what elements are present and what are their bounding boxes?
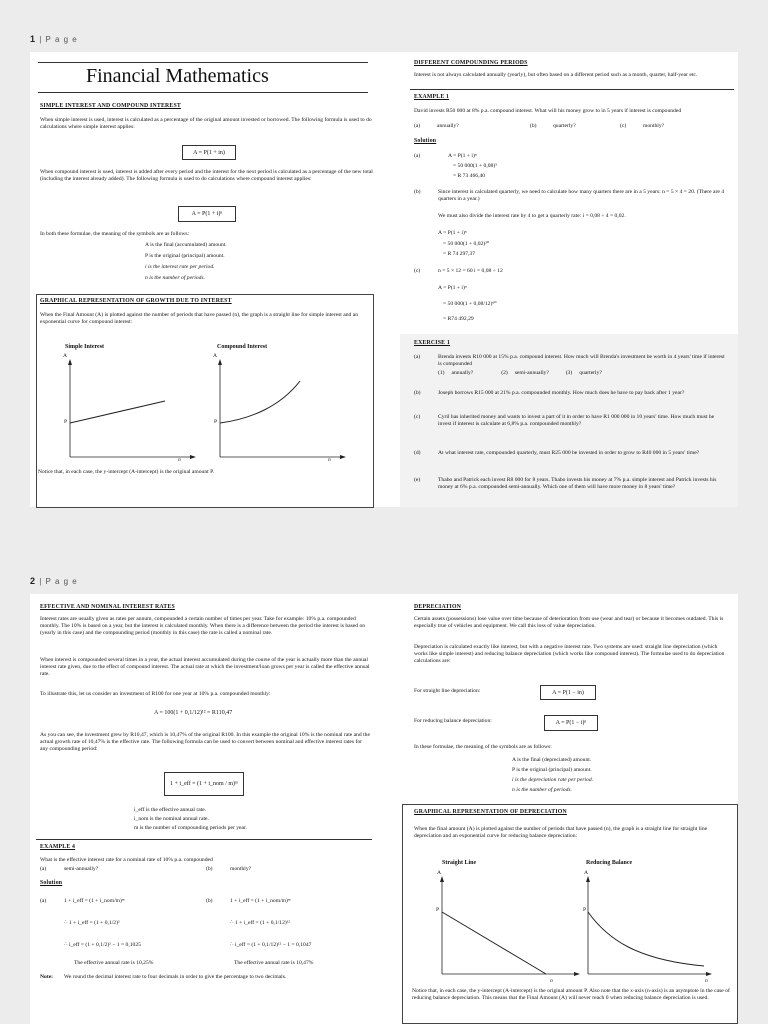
example-4-part-a: semi-annually? xyxy=(64,866,99,872)
exercise-label: (d) xyxy=(414,450,421,456)
symbol-definition: i is the interest rate per period. xyxy=(145,264,215,270)
axis-label-a: A xyxy=(437,870,442,876)
simple-interest-paragraph: When simple interest is used, interest is calculated as a percentage of the original amount invested or borrowed. The following formula is used to do calculations where simple interest applies: xyxy=(40,117,372,131)
axis-label-n: n xyxy=(178,457,181,463)
depreciation-symbol: P is the original (principal) amount. xyxy=(512,767,592,773)
effective-paragraph-2: When interest is compounded several times in a year, the actual interest accumulated during the course of the year is actually more than the annual interest rate given, due to the effect of compound interest. The actual rate at which the investment/loan grows per year is called the effective annual rate. xyxy=(40,657,370,678)
solution-label: Solution xyxy=(40,880,63,886)
solution-c-line: = 50 000(1 + 0,08/12)⁶⁰ xyxy=(443,301,497,307)
example-1-part-c-label: (c) xyxy=(620,123,627,129)
simple-interest-graph-title: Simple Interest xyxy=(65,344,105,350)
solution-b-line: = R 74 297,37 xyxy=(443,251,476,257)
solution-c-label: (c) xyxy=(414,268,421,274)
growth-graph-heading: GRAPHICAL REPRESENTATION OF GROWTH DUE TO INTEREST xyxy=(40,298,232,304)
note-label: Note: xyxy=(40,974,54,980)
axis-label-p: P xyxy=(214,419,218,425)
solution-c-line: = R74 492,29 xyxy=(443,316,474,322)
exercise-label: (c) xyxy=(414,414,421,420)
solution-b-line: A = P(1 + i)ⁿ xyxy=(438,230,467,236)
effective-symbol: i_nom is the nominal annual rate. xyxy=(134,816,209,822)
simple-interest-formula: A = P(1 + in) xyxy=(182,145,236,160)
reducing-balance-depreciation-graph xyxy=(578,874,728,984)
simple-compound-heading: SIMPLE INTEREST AND COMPOUND INTEREST xyxy=(40,103,181,109)
exercise-text: Brenda invests R10 000 at 15% p.a. compound interest. How much will Brenda's investment be worth in 4 years' time if interest is compounded xyxy=(438,354,725,368)
axis-label-a: A xyxy=(213,353,218,359)
effective-paragraph-4: As you can see, the investment grew by R10,47, which is 10,47% of the original R100. In this example the original 10% is the nominal rate and the actual growth rate of 10,47% is the effective rate. The following formula can be used to convert between nominal and effective interest rates for any compounding period: xyxy=(40,732,370,753)
example-4-part-b: monthly? xyxy=(230,866,252,872)
example-1-text: David invests R50 000 at 8% p.a. compound interest. What will his money grow to in 5 years if interest is compounded xyxy=(414,108,682,114)
axis-label-n: n xyxy=(705,978,708,984)
axis-label-p: P xyxy=(436,907,440,913)
document-title: Financial Mathematics xyxy=(86,65,269,87)
depreciation-symbol: A is the final (depreciated) amount. xyxy=(512,757,592,763)
depreciation-graph-paragraph: When the final amount (A) is plotted against the number of periods that have passed (n), the graph is a straight line for straight line depreciation and an exponential curve for reducing balance depreciation: xyxy=(414,826,708,840)
depreciation-paragraph-1: Certain assets (possessions) lose value over time because of deterioration from use (wear and tear) or because it becomes outdated. This is especially true of vehicles and equipment. We call this loss of value depreciation. xyxy=(414,616,724,630)
solution-a-line: = 50 000(1 + 0,08)⁵ xyxy=(453,163,498,169)
growth-graph-paragraph: When the Final Amount (A) is plotted against the number of periods that have passed (n), the graph is a straight line for simple interest and an exponential curve for compound interest: xyxy=(40,312,358,326)
solution-b-label: (b) xyxy=(206,898,213,904)
example-4-text: What is the effective interest rate for a nominal rate of 10% p.a. compounded xyxy=(40,857,213,863)
reducing-balance-formula: A = P(1 − i)ⁿ xyxy=(544,715,598,731)
exercise-1-heading: EXERCISE 1 xyxy=(414,340,450,346)
solution-4b-line: 1 + i_eff = (1 + i_nom/m)ᵐ xyxy=(230,898,291,904)
exercise-text: Cyril has inherited money and wants to invest a part of it in order to have R1 000 000 in 10 years' time. How much must he invest if interest is calculate at 6,8% p.a. compounded monthly? xyxy=(438,414,715,428)
straight-line-label: For straight line depreciation: xyxy=(414,688,481,694)
straight-line-graph-title: Straight Line xyxy=(442,860,477,866)
solution-a-line: A = P(1 + i)ⁿ xyxy=(448,153,477,159)
reducing-balance-label: For reducing balance depreciation: xyxy=(414,718,492,724)
symbols-intro: In both these formulae, the meaning of the symbols are as follows: xyxy=(40,231,190,237)
exercise-label: (b) xyxy=(414,390,421,396)
page-1-sheet xyxy=(30,52,738,507)
solution-4a-line: ∴ 1 + i_eff = (1 + 0,1/2)² xyxy=(64,920,120,926)
axis-label-a: A xyxy=(584,870,589,876)
example-4-part-b-label: (b) xyxy=(206,866,213,872)
note-text: We round the decimal interest rate to four decimals in order to give the percentage to two decimals. xyxy=(64,974,287,980)
solution-4a-line: ∴ i_eff = (1 + 0,1/2)² − 1 = 0,1025 xyxy=(64,942,141,948)
depreciation-symbol: n is the number of periods. xyxy=(512,787,572,793)
page-2-header: 2 | P a g e xyxy=(30,576,78,586)
axis-label-p: P xyxy=(583,907,587,913)
effective-symbol: i_eff is the effective annual rate. xyxy=(134,807,207,813)
solution-a-line: = R 73 466,40 xyxy=(453,173,486,179)
page-1-header: 1 | P a g e xyxy=(30,34,78,44)
compound-interest-graph-title: Compound Interest xyxy=(217,344,268,350)
exercise-text: Thabo and Patrick each invest R8 000 for 8 years. Thabo invests his money at 7% p.a. simple interest and Patrick invests his money at 6% p.a. compounded semi-annually. Which one of them will have more money in 8 years' time? xyxy=(438,477,717,491)
depreciation-heading: DEPRECIATION xyxy=(414,604,462,610)
effective-paragraph-3: To illustrate this, let us consider an investment of R100 for one year at 10% p.a. compounded monthly: xyxy=(40,691,271,697)
effective-nominal-formula: 1 + i_eff = (1 + i_nom / m)ᵐ xyxy=(164,772,244,796)
example-1-part-c: monthly? xyxy=(643,123,665,129)
title-rule-bottom xyxy=(38,92,368,93)
compounding-periods-paragraph: Interest is not always calculated annually (yearly), but often based on a different period such as a month, quarter, half-year etc. xyxy=(414,72,698,78)
section-rule xyxy=(410,89,734,90)
compound-interest-formula: A = P(1 + i)ⁿ xyxy=(178,206,236,222)
example-1-part-a: annually? xyxy=(437,123,459,129)
simple-interest-graph xyxy=(60,357,200,467)
solution-4a-line: 1 + i_eff = (1 + i_nom/m)ᵐ xyxy=(64,898,125,904)
exercise-label: (a) xyxy=(414,354,421,360)
example-1-part-b: quarterly? xyxy=(553,123,576,129)
effective-nominal-heading: EFFECTIVE AND NOMINAL INTEREST RATES xyxy=(40,604,175,610)
compound-interest-paragraph: When compound interest is used, interest is added after every period and the interest for the next period is calculated as a percentage of the new total (including the interest already added). The following formula is used to do calculations where compound interest applies: xyxy=(40,169,373,183)
exercise-text: Joseph borrows R15 000 at 21% p.a. compounded monthly. How much does he have to pay back after 1 year? xyxy=(438,390,685,396)
symbol-definition: n is the number of periods. xyxy=(145,275,205,281)
title-rule-top xyxy=(38,62,368,63)
solution-b-text-2: We must also divide the interest rate by 4 to get a quarterly rate: i = 0,08 ÷ 4 = 0,02. xyxy=(438,213,626,219)
straight-line-depreciation-graph xyxy=(432,874,582,984)
compounding-periods-heading: DIFFERENT COMPOUNDING PERIODS xyxy=(414,60,528,66)
axis-label-a: A xyxy=(63,353,68,359)
solution-4a-line: The effective annual rate is 10,25% xyxy=(74,960,154,966)
page-2-sheet xyxy=(30,594,738,1024)
example-1-part-b-label: (b) xyxy=(530,123,537,129)
axis-label-n: n xyxy=(328,457,331,463)
solution-b-label: (b) xyxy=(414,189,421,195)
symbol-definition: A is the final (accumulated) amount. xyxy=(145,242,227,248)
exercise-text: At what interest rate, compounded quarterly, must R25 000 be invested in order to grow to R40 000 in 5 years' time? xyxy=(438,450,700,456)
solution-a-label: (a) xyxy=(40,898,47,904)
solution-label: Solution xyxy=(414,138,437,144)
exercise-label: (e) xyxy=(414,477,421,483)
depreciation-graph-heading: GRAPHICAL REPRESENTATION OF DEPRECIATION xyxy=(414,809,567,815)
solution-c-line: n = 5 × 12 = 60 i = 0,08 ÷ 12 xyxy=(438,268,503,274)
exercise-subparts: (1) annually? (2) semi-annually? (3) quarterly? xyxy=(438,370,602,376)
example-1-heading: EXAMPLE 1 xyxy=(414,94,450,100)
straight-line-formula: A = P(1 − in) xyxy=(540,685,596,700)
reducing-balance-graph-title: Reducing Balance xyxy=(586,860,633,866)
axis-label-p: P xyxy=(64,419,68,425)
solution-c-line: A = P(1 + i)ⁿ xyxy=(438,285,467,291)
effective-symbol: m is the number of compounding periods per year. xyxy=(134,825,247,831)
example-4-heading: EXAMPLE 4 xyxy=(40,844,76,850)
depreciation-graph-note: Notice that, in each case, the y-intercept (A-intercept) is the original amount P. Also note that the x-axis (n-axis) is an asymptote in the case of reducing balance depreciation. This means that the Final Amount (A) will never reach 0 when reducing balance depreciation is used. xyxy=(412,988,730,1002)
solution-4b-line: The effective annual rate is 10,47% xyxy=(234,960,314,966)
symbol-definition: P is the original (principal) amount. xyxy=(145,253,225,259)
compound-interest-graph xyxy=(210,357,370,467)
solution-b-line: = 50 000(1 + 0,02)²⁰ xyxy=(443,241,490,247)
solution-4b-line: ∴ i_eff = (1 + 0,1/12)¹² − 1 = 0,1047 xyxy=(230,942,312,948)
effective-example-formula: A = 100(1 + 0,1/12)¹² = R110,47 xyxy=(154,710,233,716)
axis-label-n: n xyxy=(550,978,553,984)
solution-4b-line: ∴ 1 + i_eff = (1 + 0,1/12)¹² xyxy=(230,920,291,926)
example-1-part-a-label: (a) xyxy=(414,123,421,129)
effective-paragraph-1: Interest rates are usually given as rates per annum, compounded a certain number of times per year. Take for example: 10% p.a. compounded monthly. The 10% is based on a year, but the interest is calculated monthly. When there is a difference between the period the interest is based on (yearly in this case) and the compounding period (monthly in this case) the rate is called a nominal rate. xyxy=(40,616,366,637)
depreciation-symbols-intro: In these formulae, the meaning of the symbols are as follows: xyxy=(414,744,552,750)
solution-a-label: (a) xyxy=(414,153,421,159)
growth-graph-note: Notice that, in each case, the y-intercept (A-intercept) is the original amount P. xyxy=(38,469,214,475)
depreciation-paragraph-2: Depreciation is calculated exactly like interest, but with a negative interest rate. Two systems are used: straight line depreciation (which works like simple interest) and reducing balance depreciation (which works like compound interest). The formulae used to do depreciation calculations are: xyxy=(414,644,725,665)
solution-b-text: Since interest is calculated quarterly, we need to calculate how many quarters there are in a 5 years: n = 5 × 4 = 20. (There are 4 quarters in a year.) xyxy=(438,189,725,203)
section-rule xyxy=(36,839,372,840)
depreciation-symbol: i is the depreciation rate per period. xyxy=(512,777,594,783)
example-4-part-a-label: (a) xyxy=(40,866,47,872)
